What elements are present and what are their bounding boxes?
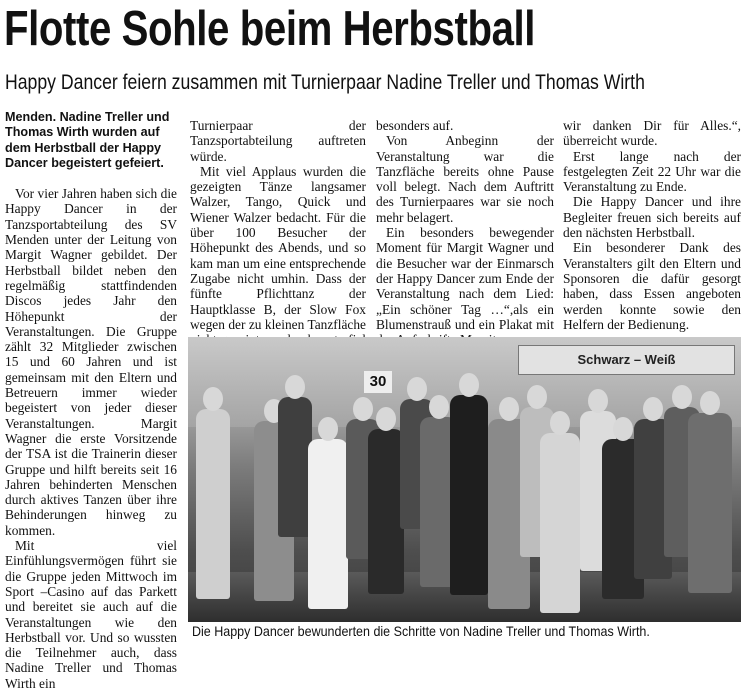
photo-person-body: [278, 397, 312, 537]
photo-person-head: [429, 395, 449, 419]
paragraph: Turnierpaar der Tanzsportabteilung auftreten würde.: [190, 118, 366, 164]
text-column-2: [190, 118, 366, 335]
photo-person-head: [527, 385, 547, 409]
photo-person-body: [368, 429, 404, 594]
text-column-4: [563, 118, 741, 335]
photo-sign-30: 30: [364, 371, 392, 393]
photo-person-body: [540, 433, 580, 613]
photo-person: [368, 407, 404, 598]
photo-banner: Schwarz – Weiß: [518, 345, 735, 375]
photo-person-head: [588, 389, 608, 413]
photo-person-body: [196, 409, 230, 599]
photo-person-head: [550, 411, 570, 435]
photo-person: [308, 417, 348, 613]
photo-person-head: [613, 417, 633, 441]
photo-caption: Die Happy Dancer bewunderten die Schritte von Nadine Treller und Thomas Wirth.: [192, 624, 650, 639]
photo-person-body: [688, 413, 732, 593]
photo-person-head: [203, 387, 223, 411]
photo-person: [278, 375, 312, 541]
photo-person: [540, 411, 580, 617]
photo-person-body: [450, 395, 488, 595]
photo-person-head: [376, 407, 396, 431]
photo-person-head: [318, 417, 338, 441]
photo-person: [196, 387, 230, 603]
paragraph: Erst lange nach der festgelegten Zeit 22 Uhr war die Veranstaltung zu Ende.: [563, 148, 741, 195]
photo-person-head: [700, 391, 720, 415]
photo-person: [450, 373, 488, 599]
text-column-1: [5, 110, 177, 691]
text-column-3: [376, 118, 554, 335]
paragraph: besonders auf.: [376, 118, 454, 133]
paragraph: Mit viel Applaus wurden die gezeigten Tänze langsamer Walzer, Tango, Quick und Wiener Walzer bedacht. Für die über 100 Besucher der Höhepunkt des Abends, und so kam man um eine entsprechende Zugabe nicht umhin. Dass der fünfte Pflichttanz der Hauptklasse B, der Slow Fox wegen der zu kleinen Tanzfläche: [190, 163, 366, 332]
paragraph: wir danken Dir für Alles.“, überreicht wurde.: [563, 118, 741, 149]
photo-person-head: [459, 373, 479, 397]
headline: Flotte Sohle beim Herbstball: [4, 2, 536, 56]
photo-person-head: [643, 397, 663, 421]
group-photo: [188, 337, 741, 622]
paragraph: Ein besonderer Dank des Veranstalters gilt den Eltern und Sponsoren die dafür gesorgt haben, dass Essen angeboten werden konnte sowie den Helfern der Bedienung.: [563, 240, 741, 332]
paragraph: Von Anbeginn der Veranstaltung war die Tanzfläche bereits ohne Pause voll belegt. Nach dem Auftritt des Turnierpaares war sie noch mehr belagert.: [376, 133, 554, 225]
photo-person-head: [499, 397, 519, 421]
paragraph: Mit viel Einfühlungsvermögen führt sie die Gruppe jeden Mittwoch im Sport –Casino auf das Parkett und bereitet sie auch auf die Veranstaltungen wie den Herbstball vor. Und so wussten die Teilnehmer auch, dass Nadine Treller und Thomas Wirth ein: [5, 538, 177, 691]
paragraph: Die Happy Dancer und ihre Begleiter freuen sich bereits auf den nächsten Herbstball.: [563, 194, 741, 241]
paragraph: Vor vier Jahren haben sich die Happy Dancer in der Tanzsportabteilung des SV Menden unter der Leitung von Margit Wagner gebildet. Der Herbstball bildet neben den regelmäßig stattfindenden Discos jedes Jahr den Höhepunkt der Veranstaltungen. Die Gruppe zählt 32 Mitglieder zwischen 15 und 60 Jahren und ist gemeinsam mit den Eltern und Betreuern immer wieder begeistert von jeder dieser Veranstaltungen. Margit Wagner die erste Vorsitzende der TSA ist die Trainerin dieser Gruppe und hilft bereits seit 16 Jahren behinderten Menschen durch aktives Tanzen über ihre Behinderungen hinweg zu kommen.: [5, 186, 177, 538]
lead-paragraph: Menden. Nadine Treller und Thomas Wirth wurden auf dem Herbstball der Happy Dancer begeistert gefeiert.: [5, 110, 170, 170]
photo-person-body: [308, 439, 348, 609]
photo-person-head: [285, 375, 305, 399]
subheadline: Happy Dancer feiern zusammen mit Turnierpaar Nadine Treller und Thomas Wirth: [5, 71, 645, 94]
paragraph: Ein besonders bewegender Moment für Margit Wagner und die Besucher war der Einmarsch der Happy Dancer zum Ende der Veranstaltung nach dem Lied: „Ein schöner Tag …“,als ein Blumenstrauß und ein Plakat mit: [376, 225, 554, 332]
photo-person: [688, 391, 732, 597]
